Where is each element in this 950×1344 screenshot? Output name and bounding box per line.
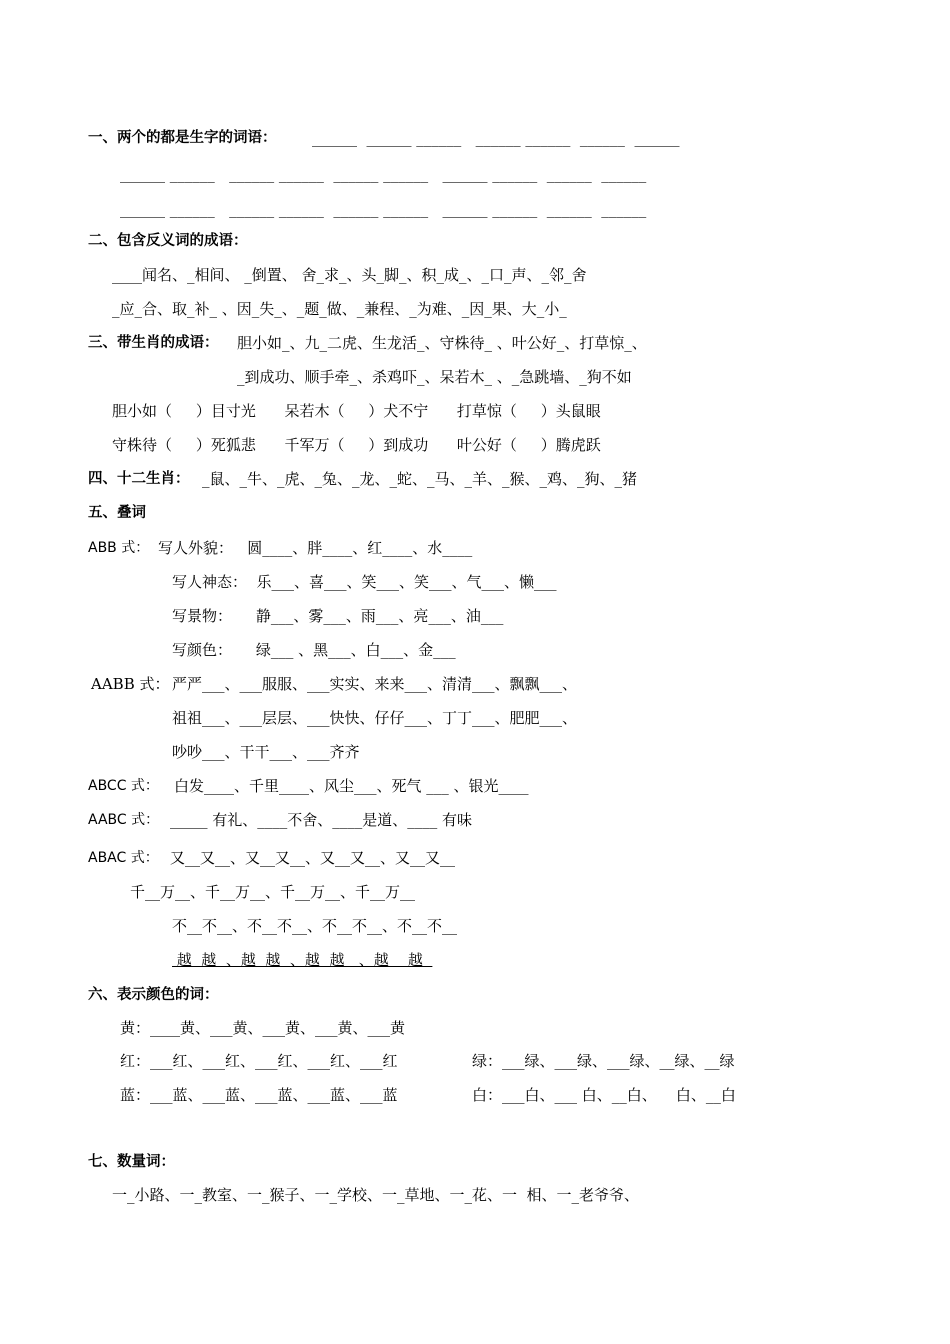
color-row-green: 绿：___绿、___绿、___绿、__绿、__绿 (472, 1052, 735, 1070)
color-row-yellow: 黄：____黄、___黄、___黄、___黄、___黄 (120, 1019, 406, 1037)
aabc-row: _____ 有礼、____不舍、____是道、____ 有味 (170, 811, 473, 829)
aabb-row: 吵吵___、干干___、___齐齐 (172, 743, 360, 761)
aabb-row: 严严___、___服服、___实实、来来___、清清___、飘飘___、 (172, 675, 578, 693)
abac-row: 又__又__、又__又__、又__又__、又__又__ (170, 849, 456, 867)
abcc-label: ABCC 式： (88, 778, 159, 794)
abb-row: 写颜色： 绿___ 、黑___、白___、金___ (172, 641, 456, 659)
aabb-row: 祖祖___、___层层、___快快、仔仔___、丁丁___、肥肥___、 (172, 709, 578, 727)
section-1-title: 一、两个的都是生字的词语： (88, 130, 277, 146)
measure-word-row: 一_小路、一_教室、一_猴子、一_学校、一_草地、一_花、一 相、一_老爷爷、 (112, 1186, 640, 1204)
blank-row: ______ ______ ______ ______ ______ ______ ______ ______ ______ ______ (120, 200, 647, 218)
abac-row: 千__万__、千__万__、千__万__、千__万__ (130, 883, 416, 901)
idiom-row: 守株待（ ）死狐悲 千军万（ ）到成功 叶公好（ ）腾虎跃 (112, 436, 601, 454)
abb-row: 写人外貌： 圆____、胖____、红____、水____ (158, 539, 473, 557)
zodiac-row: _鼠、_牛、_虎、_兔、_龙、_蛇、_马、_羊、_猴、_鸡、_狗、_猪 (202, 470, 638, 488)
idiom-row: _到成功、顺手牵_、杀鸡吓_、呆若木_ 、_急跳墙、_狗不如 (237, 368, 632, 386)
abb-row: 写景物： 静___、雾___、雨___、亮___、油___ (172, 607, 504, 625)
blank-row: ______ ______ ______ ______ ______ ______ ______ (312, 129, 680, 147)
abb-row: 写人神态： 乐___、喜___、笑___、笑___、气___、懒___ (172, 573, 557, 591)
abb-label: ABB 式： (88, 540, 150, 556)
idiom-row: _应_合、取_补_ 、因_失_、_题_做、_兼程、_为难、_因_果、大_小_ (112, 300, 567, 318)
section-7-title: 七、数量词： (88, 1154, 175, 1170)
idiom-row: 胆小如_、九_二虎、生龙活_、守株待_ 、叶公好_、打草惊_、 (237, 334, 647, 352)
idiom-row: ____闻名、_相间、 _倒置、 舍_求_、头_脚_、积_成_、_口_声、_邻_舍 (112, 266, 587, 284)
aabb-label: AABB 式： (91, 675, 170, 693)
idiom-row: 胆小如（ ）目寸光 呆若木（ ）犬不宁 打草惊（ ）头鼠眼 (112, 402, 601, 420)
section-4-title: 四、十二生肖： (88, 471, 190, 487)
aabc-label: AABC 式： (88, 812, 160, 828)
blank-row: ______ ______ ______ ______ ______ ______ ______ ______ ______ ______ (120, 165, 647, 183)
abac-label: ABAC 式： (88, 850, 159, 866)
section-3-title: 三、带生肖的成语： (88, 335, 219, 351)
color-row-white: 白：___白、___ 白、__白、 白、__白 (472, 1086, 736, 1104)
section-2-title: 二、包含反义词的成语： (88, 233, 248, 249)
color-row-red: 红：___红、___红、___红、___红、___红 (120, 1052, 398, 1070)
section-5-title: 五、叠词 (88, 505, 146, 521)
section-6-title: 六、表示颜色的词： (88, 987, 219, 1003)
color-row-blue: 蓝：___蓝、___蓝、___蓝、___蓝、___蓝 (120, 1086, 398, 1104)
abcc-row: 白发____、千里____、风尘___、死气 ___ 、银光____ (174, 777, 529, 795)
abac-row: 不__不__、不__不__、不__不__、不__不__ (172, 917, 458, 935)
abac-row: 越 越 、越 越 、越 越 、越 越 (172, 951, 433, 969)
